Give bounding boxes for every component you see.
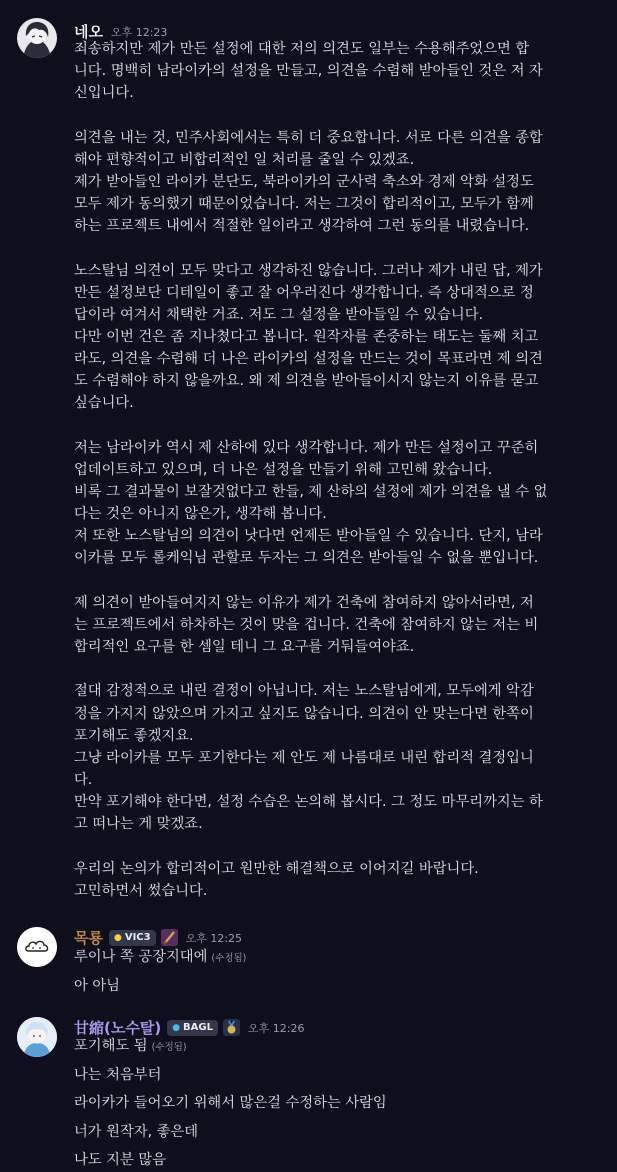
message-text: 비록 그 결과물이 보잘것없다고 한들, 제 산하의 설정에 제가 의견을 낼 수 없	[74, 484, 548, 500]
message-text-line	[74, 149, 414, 171]
message-text-line	[74, 82, 134, 104]
message-text: 저는 남라이카 역시 제 산하에 있다 생각합니다. 제가 만든 설정이고 꾸준히	[74, 439, 539, 456]
avatar[interactable]	[17, 18, 57, 58]
message-text-line	[74, 282, 534, 304]
message-text-line	[74, 1149, 166, 1171]
message-text-line	[74, 858, 479, 880]
message-text-line	[74, 1064, 161, 1086]
message-text-line	[74, 547, 538, 569]
message-text-line	[74, 215, 529, 237]
message-text: 해야 편향적이고 비합리적인 일 처리를 줄일 수 있겠죠.	[74, 151, 415, 168]
message-text-line	[74, 193, 534, 215]
avatar[interactable]	[17, 927, 57, 967]
message-text-line	[74, 392, 134, 414]
message-text: 답이라 여겨서 채택한 거죠. 저도 그 설정을 받아들일 수 있습니다.	[74, 306, 484, 323]
message-text-line	[74, 636, 414, 658]
message-text: 절대 감정적으로 내린 결정이 아닙니다. 저는 노스탈님에게, 모두에게 악감	[74, 683, 534, 700]
lemon-icon: ●	[113, 932, 122, 943]
message-text: 루이나 쪽 공장지대에	[74, 949, 208, 965]
message-text: 싶습니다.	[74, 395, 134, 412]
timestamp: 오후 12:26	[248, 1021, 305, 1035]
message-text: 이카를 모두 롤케익님 관할로 두자는 그 의견은 받아들일 수 없을 뿐입니다.	[74, 550, 539, 567]
message-text-line	[74, 680, 534, 702]
message-text: 포기해도 좋겠지요.	[74, 727, 194, 744]
message-text: 니다. 명백히 남라이카의 설정을 만들고, 의견을 수렴해 받아들인 것은 저 자	[74, 63, 543, 80]
message-text-line	[74, 38, 529, 60]
message-text-line	[74, 60, 543, 82]
message-text-line	[74, 127, 543, 149]
message-text: 합리적인 요구를 한 셈일 테니 그 요구를 거둬들여야죠.	[74, 639, 415, 656]
message-text-line	[74, 769, 92, 791]
message-text: 다만 이번 건은 좀 지나쳤다고 봅니다. 원작자를 존중하는 태도는 둘째 치고	[74, 328, 539, 345]
message-text: 포기해도 됨	[74, 1038, 148, 1054]
message-text: 라이카가 들어오기 위해서 많은걸 수정하는 사람임	[74, 1095, 387, 1111]
message-text: 고민하면서 썼습니다.	[74, 882, 208, 899]
message-text-line	[74, 459, 492, 481]
message-text: 노스탈님 의견이 모두 맞다고 생각하진 않습니다. 그러나 제가 내린 답, 제가	[74, 262, 543, 279]
message-text-line	[74, 370, 538, 392]
message-text-line	[74, 975, 120, 997]
brush-icon[interactable]	[161, 929, 178, 946]
message-text-line	[74, 1092, 387, 1114]
message-text-line	[74, 326, 538, 348]
message-text: 신입니다.	[74, 85, 134, 102]
timestamp: 오후 12:25	[185, 931, 243, 945]
message-text: 다.	[74, 771, 93, 788]
message-text-line	[74, 481, 547, 503]
medal-icon[interactable]	[223, 1019, 240, 1036]
message-text: 제가 받아들인 라이카 분단도, 북라이카의 군사력 축소와 경제 악화 설정도	[74, 173, 534, 190]
message-text: 는 프로젝트에서 하차하는 것이 맞을 겁니다. 건축에 참여하지 않는 저는 비	[74, 616, 539, 633]
server-tag-badge[interactable]	[167, 1020, 218, 1036]
badge-label: BAGL	[183, 1022, 213, 1033]
message-text: 그냥 라이카를 모두 포기한다는 제 안도 제 나름대로 내린 합리적 결정입니	[74, 749, 534, 766]
water-drop-icon: ●	[172, 1022, 181, 1033]
message-text-line	[74, 813, 203, 835]
badge-label: VIC3	[124, 932, 151, 943]
message-text: 나도 지분 많음	[74, 1152, 166, 1168]
message-text: 제 의견이 받아들여지지 않는 이유가 제가 건축에 참여하지 않아서라면, 저	[74, 594, 534, 611]
message-text: 만든 설정보단 디테일이 좋고 잘 어우러진다 생각합니다. 즉 상대적으로 정	[74, 284, 534, 301]
message-text: 만약 포기해야 한다면, 설정 수습은 논의해 봅시다. 그 정도 마무리까지는 하	[74, 794, 543, 811]
message-text: 도 수렴해야 하지 않을까요. 왜 제 의견을 받아들이시지 않는지 이유를 묻고	[74, 373, 539, 390]
message-text: 저 또한 노스탈님의 의견이 낫다면 언제든 받아들일 수 있습니다. 단지, 남라	[74, 528, 543, 545]
message-text: 정을 가지지 않았으며 가지고 싶지도 않습니다. 의견이 안 맞는다면 한쪽이	[74, 705, 534, 722]
message-text: 아 아님	[74, 978, 120, 994]
server-tag-badge[interactable]	[109, 930, 156, 946]
message-text-line	[74, 592, 534, 614]
message-text-line	[74, 437, 538, 459]
message-text: 의견을 내는 것, 민주사회에서는 특히 더 중요합니다. 서로 다른 의견을 종합	[74, 129, 543, 146]
message-text: 라도, 의견을 수렴해 더 나은 라이카의 설정을 만드는 것이 목표라면 제 의견	[74, 351, 543, 368]
message-text: 하는 프로젝트 내에서 적절한 일이라고 생각하여 그런 동의를 내렸습니다.	[74, 218, 530, 235]
message-text-line	[74, 614, 538, 636]
message-text-line	[74, 304, 483, 326]
message-text: 죄송하지만 제가 만든 설정에 대한 저의 의견도 일부는 수용해주었으면 합	[74, 41, 530, 57]
message-text: 우리의 논의가 합리적이고 원만한 해결책으로 이어지길 바랍니다.	[74, 860, 479, 877]
message-text-line	[74, 348, 543, 370]
username[interactable]: 네오	[74, 23, 103, 41]
message-text: 너가 원작자, 좋은데	[74, 1123, 199, 1140]
message-text-line	[74, 880, 207, 902]
message-text-line	[74, 791, 543, 813]
message-text-line	[74, 525, 543, 547]
message-text-line	[74, 260, 543, 282]
message-text: 다는 것은 아니지 않은가, 생각해 봅니다.	[74, 506, 327, 523]
timestamp: 오후 12:23	[110, 25, 168, 39]
message-text: 고 떠나는 게 맞겠죠.	[74, 816, 203, 833]
message-text-line	[74, 946, 246, 970]
message-text-line	[74, 1121, 198, 1143]
message-text-line	[74, 503, 327, 525]
edited-label: (수정됨)	[151, 1042, 187, 1053]
message-text-line	[74, 1035, 187, 1059]
avatar[interactable]	[17, 1017, 57, 1057]
edited-label: (수정됨)	[211, 953, 247, 964]
username[interactable]: 목룡	[74, 929, 103, 947]
message-text: 나는 처음부터	[74, 1066, 162, 1083]
message-text: 모두 제가 동의했기 때문이었습니다. 저는 그것이 합리적이고, 모두가 함께	[74, 196, 534, 213]
username[interactable]: 甘縮(노수탈)	[74, 1019, 162, 1037]
message-text-line	[74, 725, 194, 747]
message-text: 업데이트하고 있으며, 더 나은 설정을 만들기 위해 고민해 왔습니다.	[74, 461, 493, 478]
message-text-line	[74, 703, 534, 725]
message-text-line	[74, 171, 534, 193]
message-text-line	[74, 747, 534, 769]
